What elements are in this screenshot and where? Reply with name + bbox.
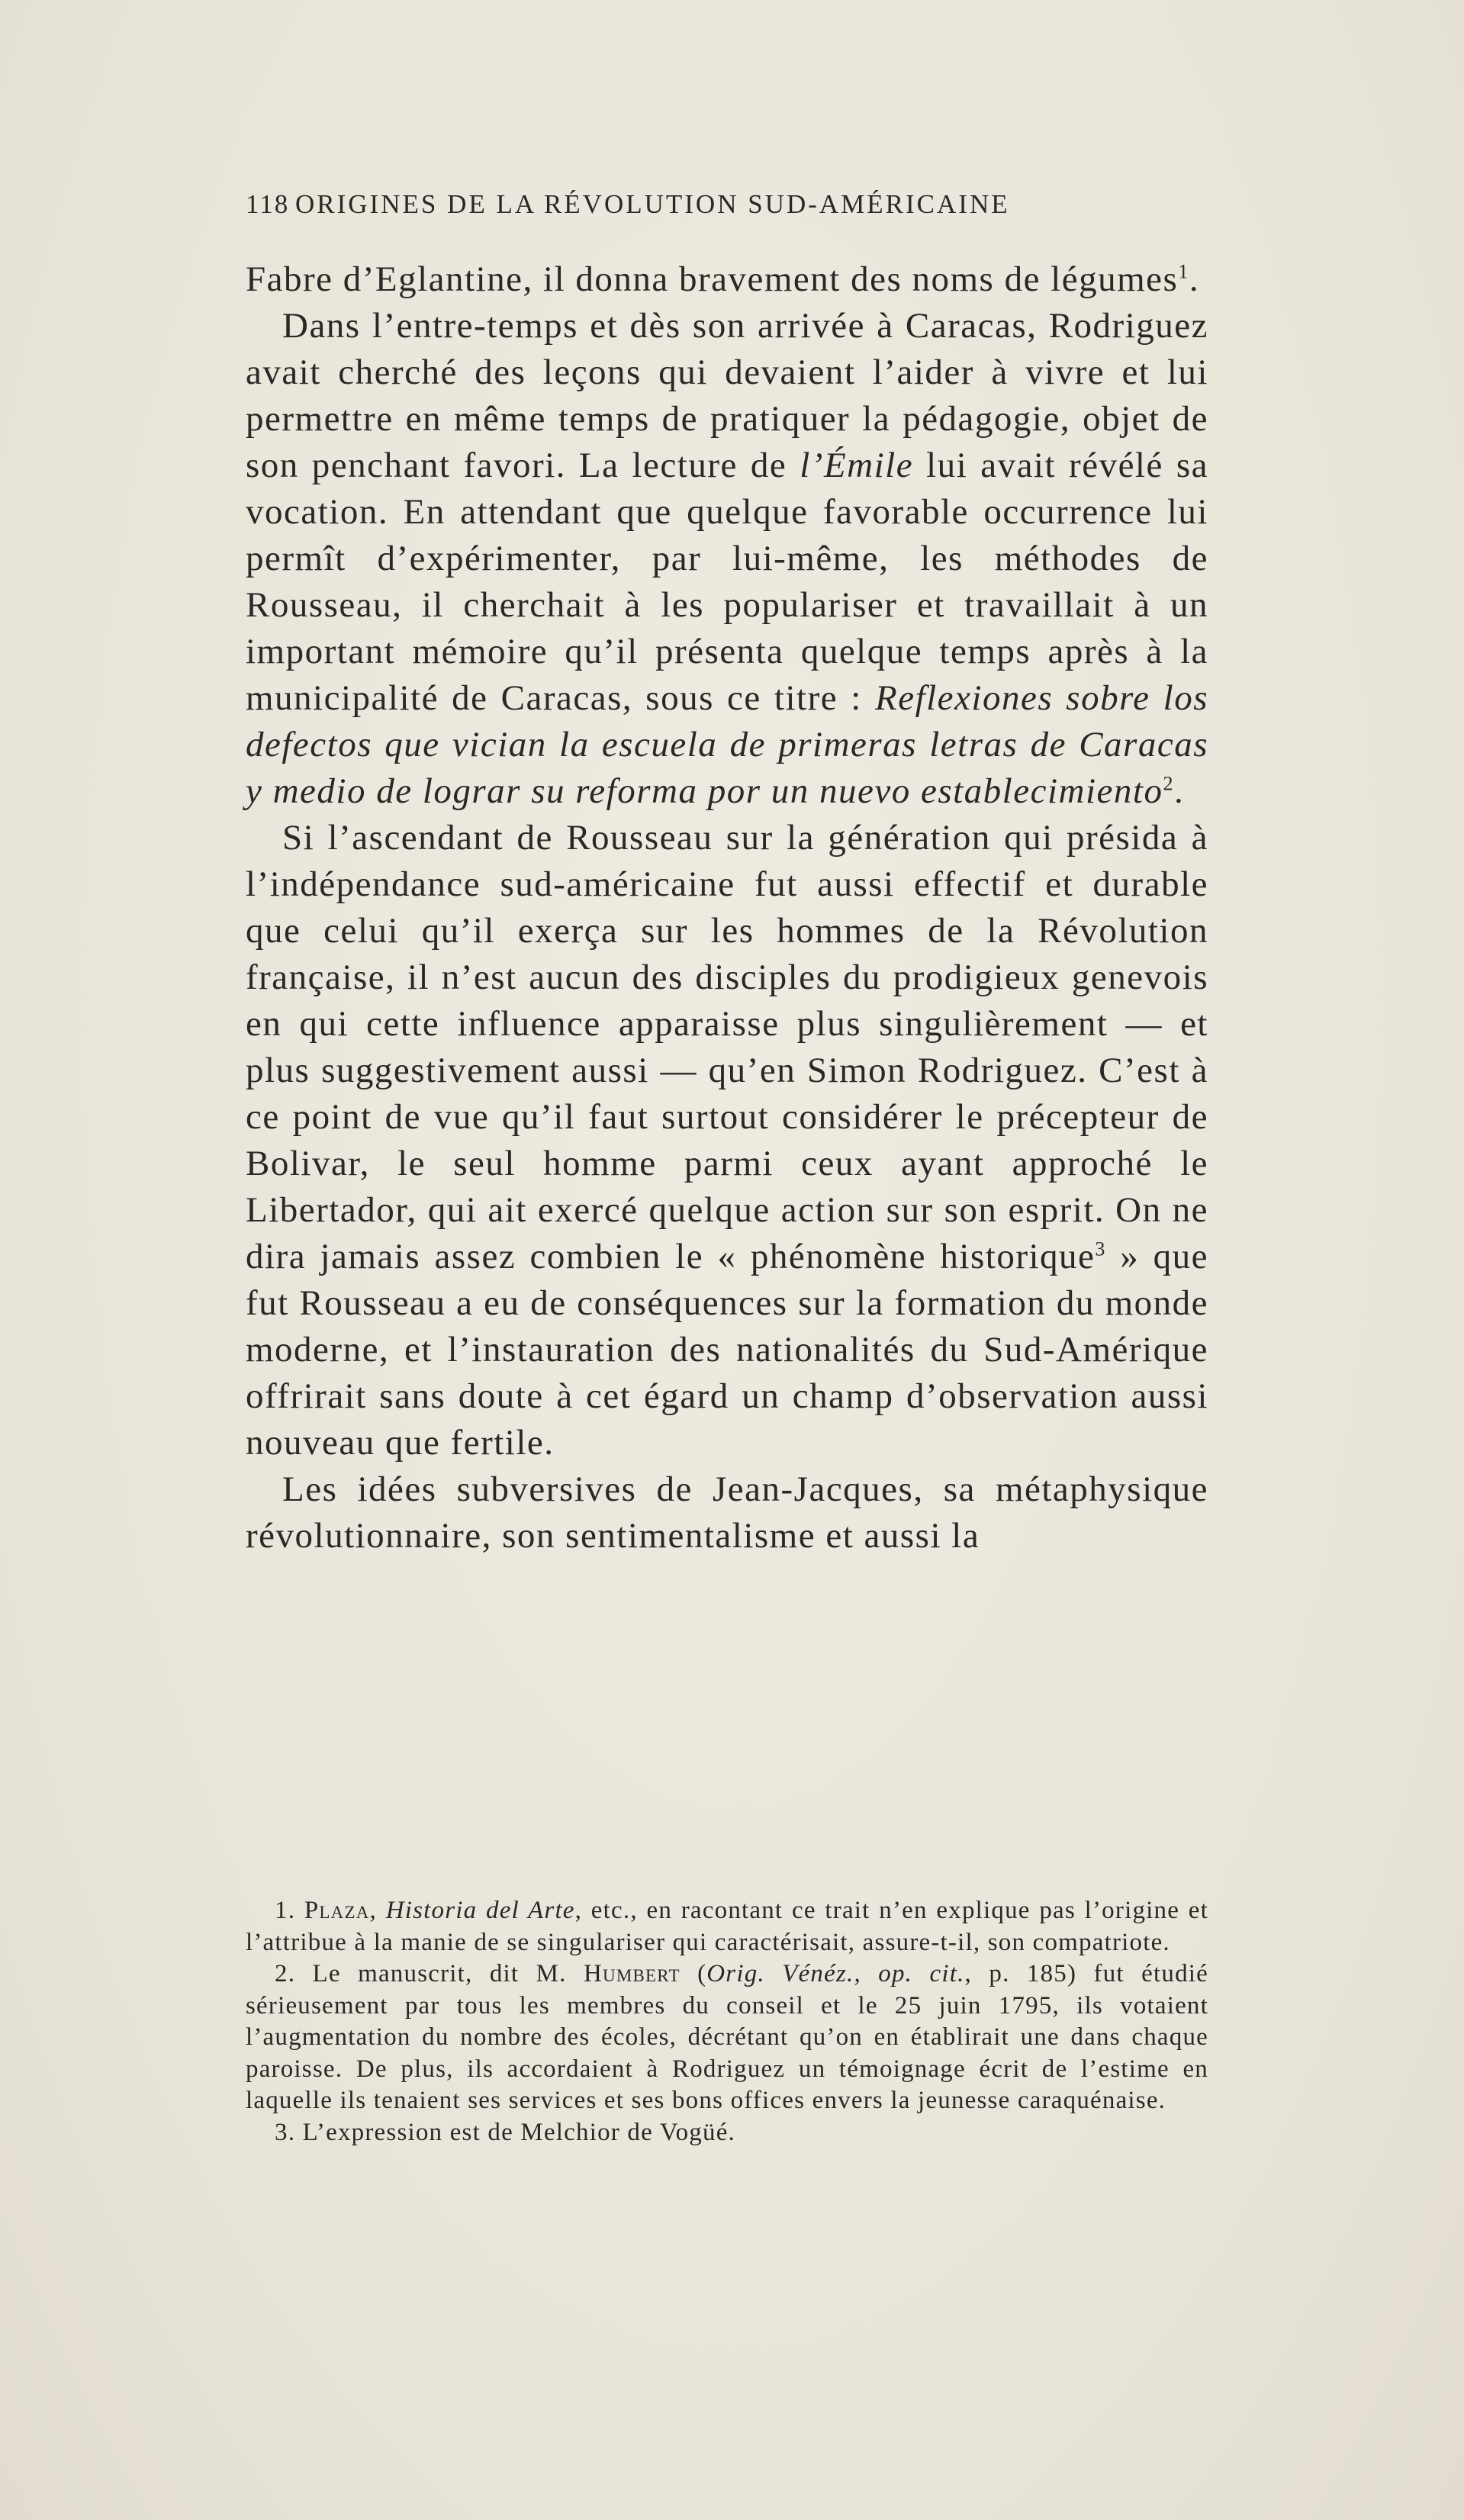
page-number: 118 bbox=[246, 189, 290, 219]
footnote-1-number: 1. bbox=[275, 1897, 304, 1924]
footnote-1-separator: , bbox=[369, 1897, 386, 1924]
footnote-2-text-a: 2. Le manuscrit, dit M. bbox=[275, 1960, 584, 1987]
paragraph-2-text-b: lui avait révélé sa vocation. En attendant que quelque favorable occurrence lui permît d’expérimenter, par lui-même, les méthodes de Rousseau, il cherchait à les populariser et travaillait à un important mémoire qu’il présenta quelque temps après à la municipalité de Caracas, sous ce titre : bbox=[246, 446, 1209, 718]
memoire-title: Reflexiones sobre los defectos que vician la escuela de primeras letras de Caracas y medio de lograr su reforma por un nuevo establecimiento bbox=[246, 678, 1208, 811]
emile-title: l’Émile bbox=[800, 446, 914, 485]
footnote-1-title: Historia del Arte bbox=[385, 1897, 575, 1924]
paragraph-2-text-a: Dans l’entre-temps et dès son arrivée à Caracas, Rodriguez avait cherché des leçons qui devaient l’aider à vivre et lui permettre en même temps de pratiquer la pédagogie, objet de son penchant favori. La lecture de bbox=[246, 306, 1208, 485]
paragraph-1 bbox=[246, 256, 1208, 303]
footnote-2-paren: ( bbox=[680, 1960, 707, 1987]
footnote-2-reference: Orig. Vénéz., op. cit. bbox=[706, 1960, 965, 1987]
paragraph-3 bbox=[246, 815, 1208, 1466]
paragraph-1-end: . bbox=[1189, 259, 1200, 299]
paragraph-2 bbox=[246, 303, 1208, 815]
paragraph-2-end: . bbox=[1173, 771, 1185, 811]
footnote-ref-1: 1 bbox=[1178, 260, 1189, 283]
footnote-3: 3. L’expression est de Melchior de Vogüé. bbox=[275, 2118, 735, 2146]
footnote-1 bbox=[246, 1895, 1208, 1958]
footnote-2-text-b: , p. 185) fut étudié sérieusement par tous les membres du conseil et le 25 juin 1795, ils votaient l’augmentation du nombre des écoles, décrétant qu’on en établirait une dans chaque paroisse. De plus, ils accordaient à Rodriguez un témoignage écrit de l’estime en laquelle ils tenaient ses services et ses bons offices envers la jeunesse caraquénaise. bbox=[246, 1960, 1208, 2114]
paragraph-3-text-b: » que fut Rousseau a eu de conséquences sur la formation du monde moderne, et l’instauration des nationalités du Sud-Amérique offrirait sans doute à cet égard un champ d’observation aussi nouveau que fertile. bbox=[246, 1237, 1208, 1463]
running-title: ORIGINES DE LA RÉVOLUTION SUD-AMÉRICAINE bbox=[295, 189, 1010, 219]
paragraph-1-text: Fabre d’Eglantine, il donna bravement des noms de légumes bbox=[246, 259, 1179, 299]
footnotes bbox=[246, 1895, 1208, 2148]
footnote-1-author: Plaza bbox=[304, 1897, 370, 1924]
footnote-2 bbox=[246, 1958, 1208, 2117]
paragraph-4: Les idées subversives de Jean-Jacques, sa métaphysique révolutionnaire, son sentimentalisme et aussi la bbox=[246, 1469, 1208, 1556]
footnote-1-text: , etc., en racontant ce trait n’en explique pas l’origine et l’attribue à la manie de se singulariser qui caractérisait, assure-t-il, son compatriote. bbox=[246, 1897, 1208, 1956]
footnote-ref-3: 3 bbox=[1095, 1237, 1106, 1260]
footnote-ref-2: 2 bbox=[1163, 772, 1174, 795]
body-text bbox=[246, 256, 1208, 1559]
paragraph-3-text-a: Si l’ascendant de Rousseau sur la génération qui présida à l’indépendance sud-américaine fut aussi effectif et durable que celui qu’il exerça sur les hommes de la Révolution française, il n’est aucun des disciples du prodigieux genevois en qui cette influence apparaisse plus singulièrement — et plus suggestivement aussi — qu’en Simon Rodriguez. C’est à ce point de vue qu’il faut surtout considérer le précepteur de Bolivar, le seul homme parmi ceux ayant approché le Libertador, qui ait exercé quelque action sur son esprit. On ne dira jamais assez combien le « phénomène historique bbox=[246, 818, 1208, 1276]
page-header bbox=[246, 189, 1208, 235]
footnote-2-author: Humbert bbox=[584, 1960, 681, 1987]
